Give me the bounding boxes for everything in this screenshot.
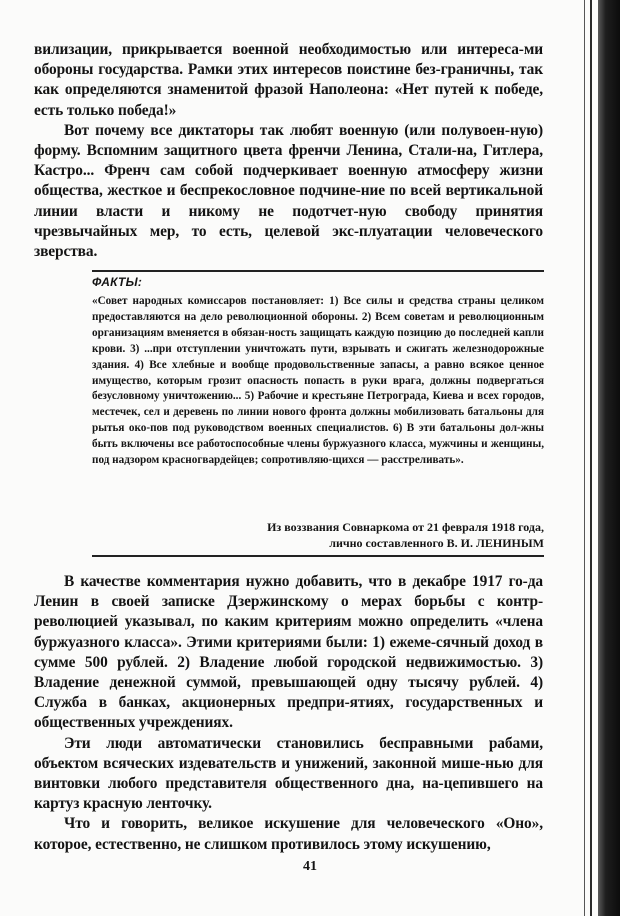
page-edge-line [584,0,585,916]
bottom-text [34,572,543,855]
facts-source-line: лично составленного В. И. ЛЕНИНЫМ [329,536,544,550]
paragraph: Вот почему все диктаторы так любят военную (или полувоен-ную) форму. Вспомним защитного цвета френчи Ленина, Стали-на, Гитлера, Кастро... Френч сам собой подчеркивает военную атмосферу жизни общества, жесткое и беспрекословное подчине-ние по всей вертикальной линии власти и никому не подотчет-ную свободу принятия чрезвычайных мер, то есть, целевой экс-плуатации человеческого зверства. [34,121,543,261]
paragraph: Что и говорить, великое искушение для человеческого «Оно», которое, естественно, не слишком противилось этому искушению, [34,815,543,853]
facts-source-line: Из воззвания Совнаркома от 21 февраля 1918 года, [267,520,544,534]
paragraph: вилизации, прикрывается военной необходимостью или интереса-ми обороны государства. Рамки этих интересов поистине без-граничны, так как определяются знаменитой фразой Наполеона: «Нет путей к победе, есть только победа!» [34,41,543,119]
facts-bottom-rule [92,555,544,557]
paragraph: В качестве комментария нужно добавить, что в декабре 1917 го-да Ленин в своей записке Дзержинскому о мерах борьбы с контр-революцией указывал, по каким критериям можно определить «члена буржуазного класса». Этими критериями были: 1) ежеме-сячный доход в сумме 500 рублей. 2) Владение любой городской недвижимостью. 3) Владение денежной суммой, превышающей одну тысячу рублей. 4) Служба в банках, акционерных предпри-ятиях, государственных и общественных учреждениях. [34,573,543,732]
page-number: 41 [303,859,317,874]
paragraph: Эти люди автоматически становились бесправными рабами, объектом всяческих издевательств и унижений, законной мише-нью для винтовки любого представителя общественного дна, на-цепившего на картуз красную ленточку. [34,734,543,813]
facts-label: ФАКТЫ: [92,275,143,289]
page-edge-shadow [598,0,620,916]
page-edge-line [590,0,592,916]
facts-quote: «Совет народных комиссаров постановляет: 1) Все силы и средства страны целиком предоставляются на дело революционной обороны. 2) Всем советам и революционным организациям вменяется в обязан-ность защищать каждую позицию до последней капли крови. 3) ...при отступлении уничтожать пути, взрывать и сжигать железнодорожные здания. 4) Все хлебные и вообще продовольственные запасы, а равно всякое ценное имущество, которым грозит опасность попасть в руки врага, должны подвергаться безусловному уничтожению... 5) Рабочие и крестьяне Петрограда, Киева и всех городов, местечек, сел и деревень по линии нового фронта должны мобилизовать батальоны для рытья око-пов под руководством военных специалистов. 6) В эти батальоны дол-жны быть включены все работоспособные члены буржуазного класса, мужчины и женщины, под надзором красногвардейцев; сопротивляю-щихся — расстреливать». [92,295,544,467]
facts-top-rule [92,270,544,272]
top-text [34,40,543,262]
